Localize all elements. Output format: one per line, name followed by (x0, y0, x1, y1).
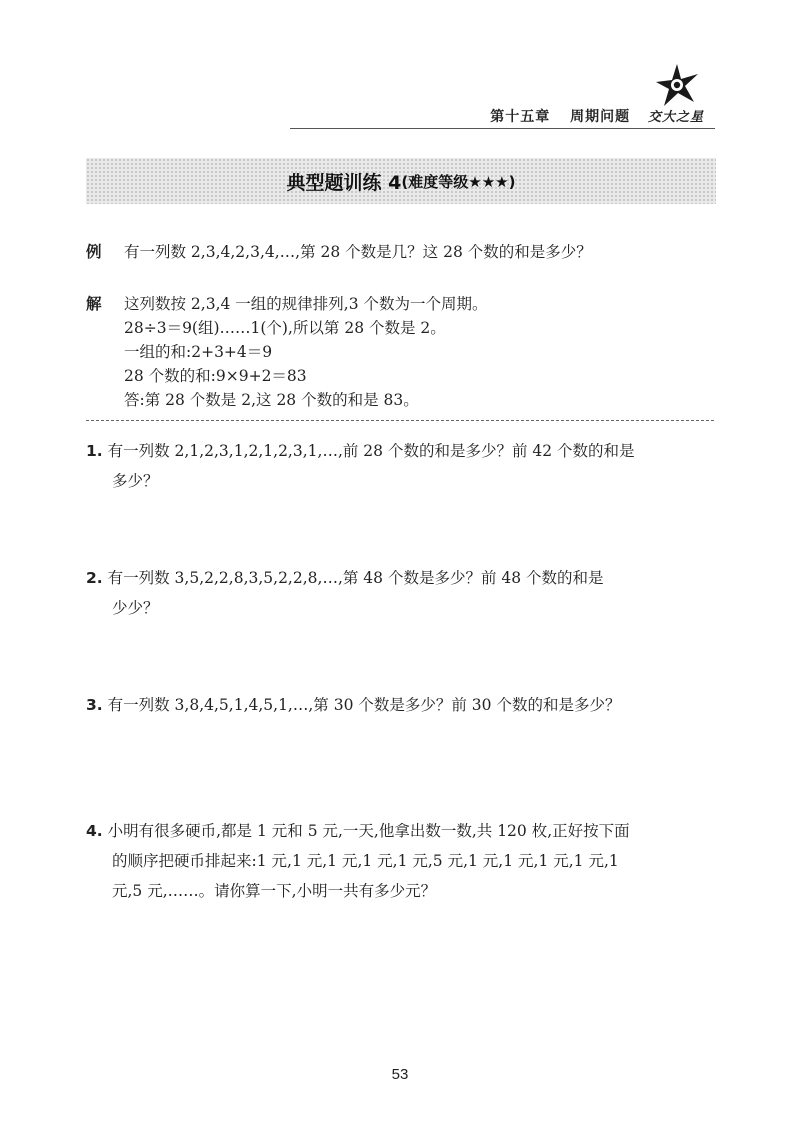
problem-4 (86, 816, 712, 906)
brand-label: 交大之星 (647, 110, 704, 125)
header-rule (290, 128, 715, 129)
solution-line (86, 292, 488, 316)
topic-label: 周期问题 (570, 109, 631, 125)
problem-text: 小明有很多硬币,都是 1 元和 5 元,一天,他拿出数一数,共 120 枚,正好按下面 (107, 822, 630, 840)
example-block (86, 240, 592, 264)
solution-line: 28÷3＝9(组)……1(个),所以第 28 个数是 2。 (124, 319, 446, 337)
problem-number: 4. (86, 822, 103, 840)
problem-text: 少少？ (112, 599, 159, 617)
running-header (490, 106, 704, 126)
solution-text: 这列数按 2,3,4 一组的规律排列,3 个数为一个周期。 (124, 295, 488, 313)
star-logo-icon (654, 62, 700, 108)
problem-3 (86, 690, 712, 720)
problem-1 (86, 436, 712, 496)
solution-line: 一组的和:2+3+4＝9 (124, 343, 273, 361)
section-title: 典型题训练 4 (286, 171, 402, 194)
problem-text: 元,5 元,……。请你算一下,小明一共有多少元？ (112, 882, 437, 900)
problem-number: 3. (86, 696, 103, 714)
example-label: 例 (86, 243, 102, 261)
problem-text: 的顺序把硬币排起来:1 元,1 元,1 元,1 元,1 元,5 元,1 元,1 元,1 元,1 元,1 (112, 852, 619, 870)
difficulty-level: (难度等级★★★) (401, 172, 516, 191)
section-banner (86, 158, 716, 204)
solution-block (86, 292, 488, 412)
page-number: 53 (391, 1066, 409, 1083)
example-text: 有一列数 2,3,4,2,3,4,…,第 28 个数是几？这 28 个数的和是多少？ (124, 243, 592, 261)
problem-text: 多少？ (112, 472, 159, 490)
dashed-divider (86, 420, 714, 421)
chapter-label: 第十五章 (490, 109, 551, 125)
page-header (0, 0, 800, 140)
problem-text: 有一列数 3,8,4,5,1,4,5,1,…,第 30 个数是多少？前 30 个数的和是多少？ (107, 696, 621, 714)
problem-text: 有一列数 2,1,2,3,1,2,1,2,3,1,…,前 28 个数的和是多少？前 42 个数的和是 (107, 442, 635, 460)
problem-number: 1. (86, 442, 103, 460)
solution-label: 解 (86, 295, 102, 313)
problem-text: 有一列数 3,5,2,2,8,3,5,2,2,8,…,第 48 个数是多少？前 48 个数的和是 (107, 569, 604, 587)
solution-line: 答:第 28 个数是 2,这 28 个数的和是 83。 (124, 391, 419, 409)
solution-line: 28 个数的和:9×9+2＝83 (124, 367, 307, 385)
problem-2 (86, 563, 712, 623)
problem-number: 2. (86, 569, 103, 587)
